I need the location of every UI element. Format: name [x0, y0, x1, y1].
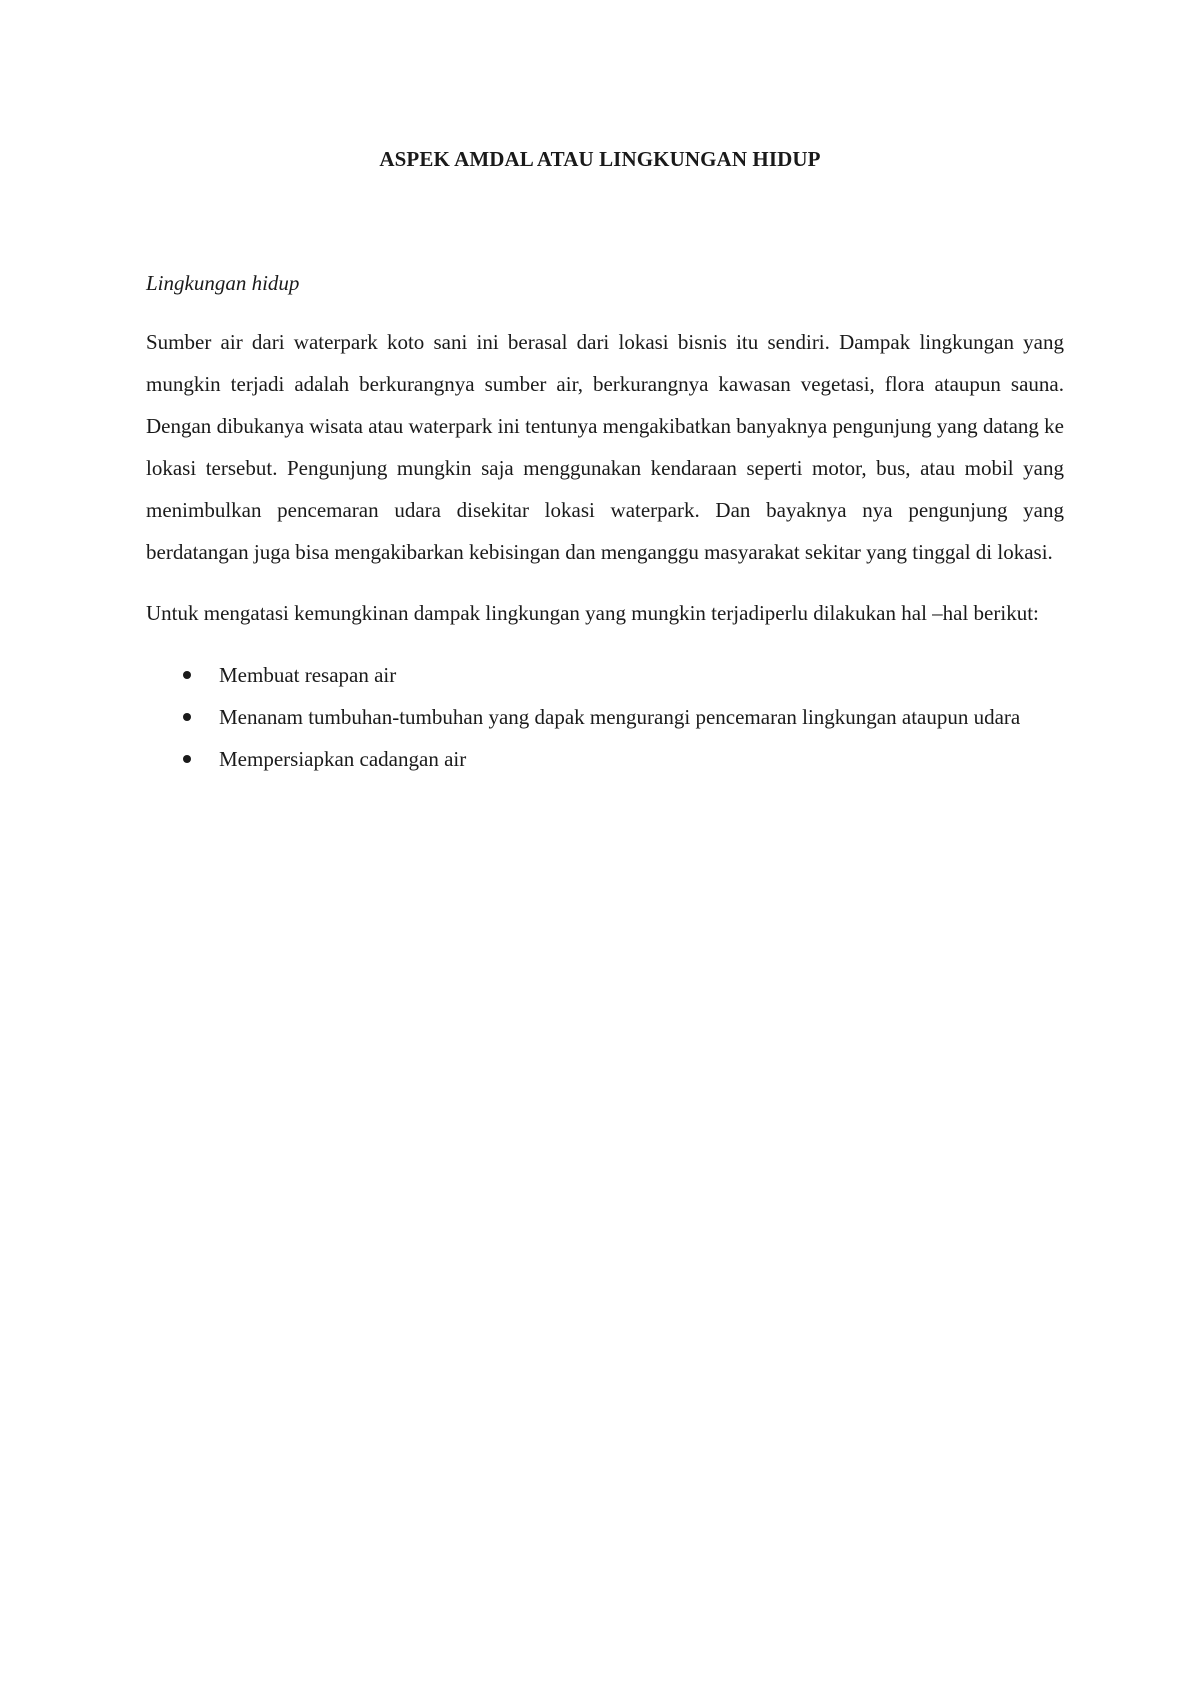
- document-title: ASPEK AMDAL ATAU LINGKUNGAN HIDUP: [379, 147, 821, 171]
- document-body: [146, 268, 1064, 780]
- list-item: [146, 696, 1064, 738]
- bullet-icon: [183, 713, 191, 721]
- bullet-icon: [183, 755, 191, 763]
- list-item-text: Membuat resapan air: [219, 663, 397, 687]
- list-item: [146, 654, 1064, 696]
- list-item: [146, 738, 1064, 780]
- mitigation-list: [146, 654, 1064, 780]
- paragraph-mitigation-intro: Untuk mengatasi kemungkinan dampak lingkungan yang mungkin terjadiperlu dilakukan hal –hal berikut:: [146, 601, 1039, 625]
- section-subheading: Lingkungan hidup: [146, 271, 300, 295]
- list-item-text: Menanam tumbuhan-tumbuhan yang dapak mengurangi pencemaran lingkungan ataupun udara: [219, 705, 1021, 729]
- list-item-text: Mempersiapkan cadangan air: [219, 747, 467, 771]
- paragraph-environment-impact: Sumber air dari waterpark koto sani ini berasal dari lokasi bisnis itu sendiri. Dampak lingkungan yang mungkin terjadi adalah berkurangnya sumber air, berkurangnya kawasan vegetasi, flora ataupun sauna. Dengan dibukanya wisata atau waterpark ini tentunya mengakibatkan banyaknya pengunjung yang datang ke lokasi tersebut. Pengunjung mungkin saja menggunakan kendaraan seperti motor, bus, atau mobil yang menimbulkan pencemaran udara disekitar lokasi waterpark. Dan bayaknya nya pengunjung yang berdatangan juga bisa mengakibarkan kebisingan dan menganggu masyarakat sekitar yang tinggal di lokasi.: [146, 330, 1064, 564]
- bullet-icon: [183, 671, 191, 679]
